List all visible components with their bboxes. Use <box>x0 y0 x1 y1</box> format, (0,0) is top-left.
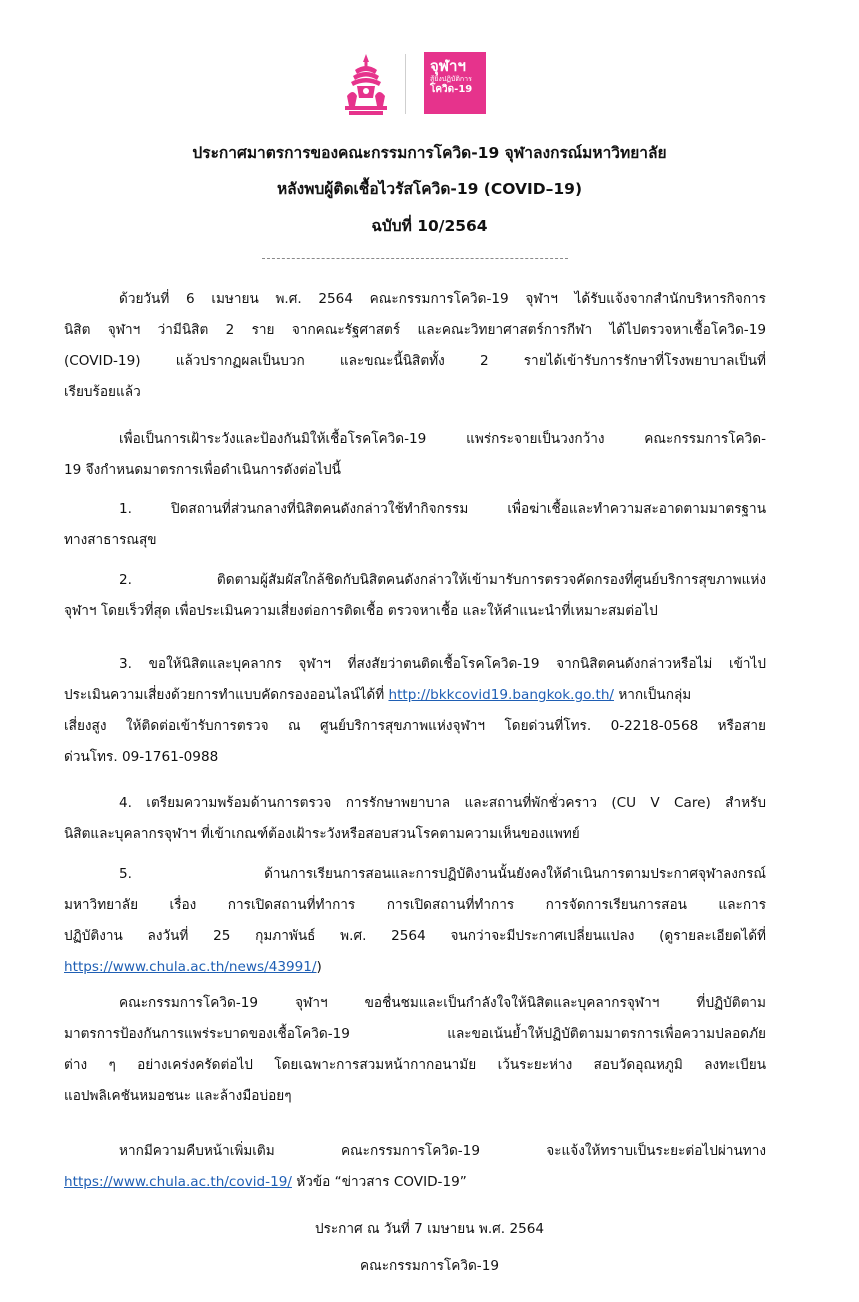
text-line: 5. ด้านการเรียนการสอนและการปฏิบัติงานนั้นยังคงให้ดำเนินการตามประกาศจุฬาลงกรณ์ <box>119 866 766 882</box>
text-line: ปฏิบัติงาน ลงวันที่ 25 กุมภาพันธ์ พ.ศ. 2564 จนกว่าจะมีประกาศเปลี่ยนแปลง (ดูรายละเอียดได้ที่ <box>64 928 766 944</box>
badge-line-2: สู้ยิ่งปฏิบัติการ <box>430 75 472 83</box>
chula-fight-covid-badge <box>424 52 486 114</box>
text-line: นิสิต จุฬาฯ ว่ามีนิสิต 2 ราย จากคณะรัฐศาสตร์ และคณะวิทยาศาสตร์การกีฬา ได้ไปตรวจหาเชื้อโควิด-19 <box>64 322 766 338</box>
logo-divider <box>405 54 406 114</box>
text-segment: ประเมินความเสี่ยงด้วยการทำแบบคัดกรองออนไลน์ได้ที่ <box>64 687 389 703</box>
signer: คณะกรรมการโควิด-19 <box>359 1258 500 1274</box>
chulalongkorn-crest-icon <box>339 52 393 118</box>
text-line: ต่าง ๆ อย่างเคร่งครัดต่อไป โดยเฉพาะการสวมหน้ากากอนามัย เว้นระยะห่าง สอบวัดอุณหภูมิ ลงทะเบียน <box>64 1057 766 1073</box>
text-line: 3. ขอให้นิสิตและบุคลากร จุฬาฯ ที่สงสัยว่าตนติดเชื้อโรคโควิด-19 จากนิสิตคนดังกล่าวหรือไม่ เข้าไป <box>119 656 766 672</box>
bkkcovid19-link[interactable]: http://bkkcovid19.bangkok.go.th/ <box>388 687 615 703</box>
badge-line-1: จุฬาฯ <box>430 57 466 75</box>
text-line: 1. ปิดสถานที่ส่วนกลางที่นิสิตคนดังกล่าวใช้ทำกิจกรรม เพื่อฆ่าเชื้อและทำความสะอาดตามมาตรฐาน <box>119 501 766 517</box>
measure-item-1 <box>64 494 766 556</box>
text-line: 2. ติดตามผู้สัมผัสใกล้ชิดกับนิสิตคนดังกล่าวให้เข้ามารับการตรวจคัดกรองที่ศูนย์บริการสุขภาพแห่ง <box>119 572 766 588</box>
text-line <box>64 952 766 983</box>
text-line: ด่วนโทร. 09-1761-0988 <box>64 749 219 765</box>
title-line-1: ประกาศมาตรการของคณะกรรมการโควิด-19 จุฬาลงกรณ์มหาวิทยาลัย <box>192 144 667 162</box>
text-line: ทางสาธารณสุข <box>64 532 157 548</box>
text-line: เรียบร้อยแล้ว <box>64 384 141 400</box>
text-segment: หากเป็นกลุ่ม <box>614 687 692 703</box>
text-line: ด้วยวันที่ 6 เมษายน พ.ศ. 2564 คณะกรรมการโควิด-19 จุฬาฯ ได้รับแจ้งจากสำนักบริหารกิจการ <box>119 291 766 307</box>
text-line: แอปพลิเคชันหมอชนะ และล้างมือบ่อยๆ <box>64 1088 292 1104</box>
text-line <box>64 1167 766 1198</box>
chula-covid19-link[interactable]: https://www.chula.ac.th/covid-19/ <box>64 1174 292 1190</box>
text-line: เสี่ยงสูง ให้ติดต่อเข้ารับการตรวจ ณ ศูนย์บริการสุขภาพแห่งจุฬาฯ โดยด่วนที่โทร. 0-2218-0568 หรือสาย <box>64 718 766 734</box>
title-separator <box>262 258 568 259</box>
chula-news-link[interactable]: https://www.chula.ac.th/news/43991/ <box>64 959 317 975</box>
text-line <box>64 680 766 711</box>
text-segment: หัวข้อ “ข่าวสาร COVID-19” <box>291 1174 467 1190</box>
text-line: เพื่อเป็นการเฝ้าระวังและป้องกันมิให้เชื้อโรคโควิด-19 แพร่กระจายเป็นวงกว้าง คณะกรรมการโควิด- <box>119 431 766 447</box>
logo-header <box>0 52 859 118</box>
title-line-2: หลังพบผู้ติดเชื้อไวรัสโควิด-19 (COVID–19) <box>276 180 583 198</box>
announcement-date: ประกาศ ณ วันที่ 7 เมษายน พ.ศ. 2564 <box>314 1221 545 1237</box>
text-segment: ) <box>316 959 322 975</box>
updates-paragraph <box>64 1136 766 1198</box>
measure-item-5 <box>64 859 766 983</box>
text-line: หากมีความคืบหน้าเพิ่มเติม คณะกรรมการโควิด-19 จะแจ้งให้ทราบเป็นระยะต่อไปผ่านทาง <box>119 1143 766 1159</box>
text-line: นิสิตและบุคลากรจุฬาฯ ที่เข้าเกณฑ์ต้องเฝ้าระวังหรือสอบสวนโรคตามความเห็นของแพทย์ <box>64 826 580 842</box>
text-line: 19 จึงกำหนดมาตรการเพื่อดำเนินการดังต่อไปนี้ <box>64 462 341 478</box>
text-line: มาตรการป้องกันการแพร่ระบาดของเชื้อโควิด-19 และขอเน้นย้ำให้ปฏิบัติตามมาตรการเพื่อความปลอดภัย <box>64 1026 766 1042</box>
text-line: คณะกรรมการโควิด-19 จุฬาฯ ขอชื่นชมและเป็นกำลังใจให้นิสิตและบุคลากรจุฬาฯ ที่ปฏิบัติตาม <box>119 995 766 1011</box>
measure-item-4 <box>64 788 766 850</box>
purpose-paragraph <box>64 424 766 486</box>
badge-line-3: โควิด-19 <box>430 84 473 95</box>
appreciation-paragraph <box>64 988 766 1112</box>
text-line: 4. เตรียมความพร้อมด้านการตรวจ การรักษาพยาบาล และสถานที่พักชั่วคราว (CU V Care) สำหรับ <box>119 795 766 811</box>
measure-item-2 <box>64 565 766 627</box>
title-line-3: ฉบับที่ 10/2564 <box>371 217 488 235</box>
text-line: (COVID-19) แล้วปรากฏผลเป็นบวก และขณะนี้นิสิตทั้ง 2 รายได้เข้ารับการรักษาที่โรงพยาบาลเป็นที่ <box>64 353 766 369</box>
text-line: มหาวิทยาลัย เรื่อง การเปิดสถานที่ทำการ การเปิดสถานที่ทำการ การจัดการเรียนการสอน และการ <box>64 897 766 913</box>
text-line: จุฬาฯ โดยเร็วที่สุด เพื่อประเมินความเสี่ยงต่อการติดเชื้อ ตรวจหาเชื้อ และให้คำแนะนำที่เหมาะสมต่อไป <box>64 603 658 619</box>
measure-item-3 <box>64 649 766 773</box>
intro-paragraph <box>64 284 766 408</box>
